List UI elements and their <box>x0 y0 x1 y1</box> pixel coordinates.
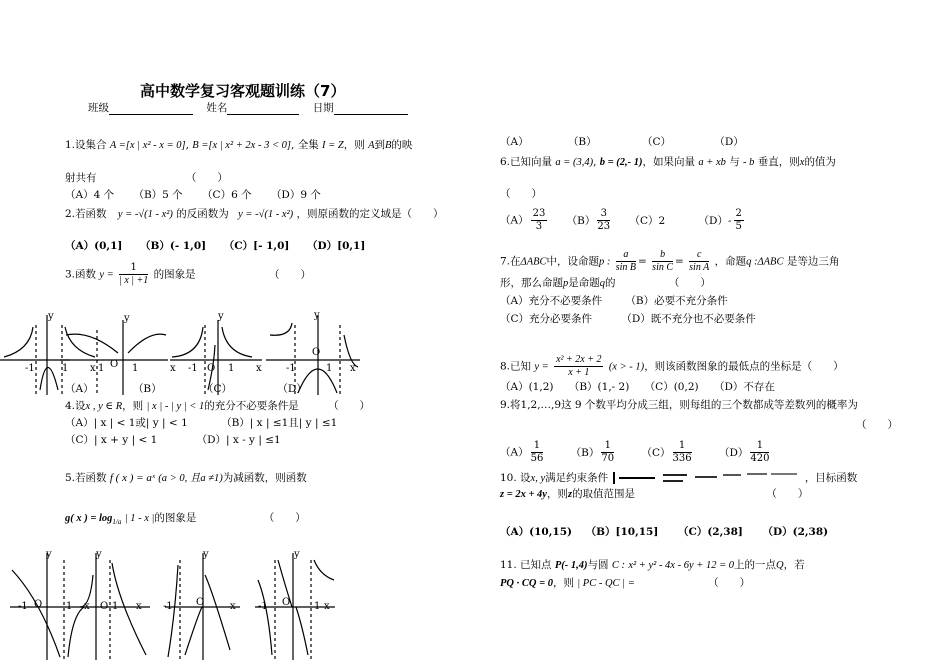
q6-paren: （ ） <box>500 188 542 200</box>
q2-text-c: ，则原函数的定义域是（ ） <box>296 208 444 220</box>
q5-text: 5.若函数 <box>65 472 107 484</box>
q11-circle: C : <box>611 560 626 571</box>
q6-text-c: 与 <box>729 156 740 168</box>
q6-option-b: （B） <box>566 214 596 227</box>
g5d-y-label: y <box>294 549 300 560</box>
q7-text-f: 的 <box>605 277 616 289</box>
q2-func: y = -√(1 - x²) <box>117 209 173 220</box>
class-blank <box>109 103 193 115</box>
header-info <box>88 101 408 115</box>
q1-set-a: A =[x | x² - x = 0] <box>109 140 186 151</box>
q1-line2 <box>65 171 228 185</box>
q9-option-b: （B） <box>570 446 600 459</box>
q6-b-frac <box>597 208 610 233</box>
q11-text-e: ，则 <box>552 577 574 589</box>
q8-den: x + 1 <box>568 367 590 378</box>
g3a-x-label: x <box>90 363 96 374</box>
q2-options <box>65 239 365 253</box>
q7-options-ab <box>500 294 728 308</box>
q10-constraints-graphic <box>611 470 801 486</box>
q10-option-a: （A）(10,15) <box>500 526 572 538</box>
g5a-pos1: 1 <box>66 601 73 612</box>
q4-vars: x , y ∈ R <box>85 401 123 412</box>
g5d-pos1: 1 <box>314 601 321 612</box>
q10-z: z <box>567 489 573 500</box>
q6-b-num: 3 <box>597 208 610 221</box>
q9-d-frac <box>750 440 769 465</box>
q4-text: 4.设 <box>65 400 86 412</box>
q7-paren: （ ） <box>668 277 711 289</box>
g3b-x-label: x <box>170 363 176 374</box>
g5d-origin: O <box>282 597 291 608</box>
q11-line1 <box>500 558 805 573</box>
g3d-pos1: 1 <box>326 363 333 374</box>
g5c-x-label: x <box>230 601 236 612</box>
q10-text-c: ，目标函数 <box>804 472 858 484</box>
q5-option-labels <box>20 612 49 626</box>
g3c-pos1: 1 <box>228 363 235 374</box>
q5-cond: (a > 0, 且a ≠1) <box>158 473 223 484</box>
q9-option-d: （D） <box>718 446 749 459</box>
q10-text-b: 满足约束条件 <box>545 472 609 484</box>
q9-b-num: 1 <box>601 440 614 453</box>
g5a-neg1: -1 <box>18 601 28 612</box>
g5b-x-label: x <box>136 601 142 612</box>
q1-options <box>65 188 321 202</box>
q4-line <box>65 399 370 414</box>
q1-text: 1.设集合 <box>65 139 107 151</box>
g5a-origin: O <box>34 599 43 610</box>
q11-equation: x² + y² - 4x - 6y + 12 = 0 <box>628 560 735 571</box>
q10-objective: z = 2x + 4y <box>500 489 547 500</box>
q11-point-p: P(- 1,4) <box>554 560 588 571</box>
q8-frac <box>554 354 603 379</box>
q4-expr: | x | - | y | < 1 <box>146 401 205 412</box>
name-blank <box>227 103 299 115</box>
g3a-neg1: -1 <box>25 363 35 374</box>
g3b-y-label: y <box>124 313 130 324</box>
q3-text: 3.函数 <box>65 268 97 281</box>
q1-text-b: , 全集 <box>291 139 319 151</box>
q3-paren: （ ） <box>268 268 311 281</box>
q2-option-d: （D）[0,1] <box>307 240 366 252</box>
q2-option-b: （B）(- 1,0] <box>140 240 207 252</box>
q2-option-c: （C）[- 1,0] <box>223 240 290 252</box>
q7-options-cd <box>500 312 756 326</box>
q7-f1-num: a <box>616 249 636 262</box>
q4-option-b: （B）| x | ≤1且| y | ≤1 <box>221 417 338 429</box>
q9-a-frac <box>531 440 544 465</box>
q8-options <box>500 380 775 394</box>
q1-line1: 1.设集合 A =[x | x² - x = 0], B =[x | x² + 2x - 3 < 0], 全集 I = Z，则 A到B的映 <box>65 139 413 151</box>
g3c-neg1: -1 <box>188 363 198 374</box>
q7-option-b: （B）必要不充分条件 <box>625 295 728 307</box>
q11-text-d: ，若 <box>783 559 805 571</box>
q4-text-c: 的充分不必要条件是 <box>204 400 299 412</box>
q9-c-den: 336 <box>672 453 692 464</box>
q4-options-ab <box>65 416 337 430</box>
q3-line <box>65 262 311 287</box>
page-title: 高中数学复习客观题训练（7） <box>140 82 346 100</box>
q7-p: p : <box>599 256 611 268</box>
q10-text-d: ，则 <box>546 488 568 500</box>
q10-text-e: 的取值范围是 <box>572 488 636 500</box>
q8-y: y = <box>534 361 549 373</box>
top-option-c: （C） <box>642 136 672 148</box>
q7-frac2 <box>652 249 673 274</box>
q7-q: q : <box>746 256 758 268</box>
q6-expr1: a + xb <box>698 157 726 168</box>
q8-num: x² + 2x + 2 <box>556 354 602 365</box>
q4-paren: （ ） <box>328 400 371 412</box>
q7-f3-den: sin A <box>689 262 710 273</box>
q1-b2: B <box>384 140 392 151</box>
q7-line2-text: 形，那么命题 <box>500 277 563 289</box>
q1-line2-text: 射共有 <box>65 172 97 184</box>
q3-label-a: （A） <box>65 383 94 395</box>
class-label: 班级 <box>88 102 109 114</box>
q11-text-b: 与圆 <box>587 559 609 571</box>
top-option-a: （A） <box>500 136 529 148</box>
q7-triangle: ΔABC <box>520 256 547 268</box>
g5c-neg1: -1 <box>163 601 173 612</box>
q7-line1: 7.在ΔABC中，设命题p : $\frac{a}{\text{sin B}}$ = $\frac{b}{\text{sin C}}$ = $\frac{c}{\text{sin A}}$ ，命题q :ΔABC 是等边三角 <box>500 249 840 273</box>
q6-line1: 6.已知向量 a = (3,4), b = (2,- 1)，如果向量 a + xb 与 - b 垂直，则x的值为 <box>500 156 836 168</box>
q5-line1 <box>65 471 307 486</box>
q3-den: | x | +1 <box>119 275 149 286</box>
q9-paren-line <box>856 418 898 432</box>
g3b-pos1b: 1 <box>132 363 139 374</box>
q11-expression: | PC - QC | = <box>577 578 635 589</box>
q8-option-a: （A）(1,2) <box>500 381 554 393</box>
q11-condition: PQ · CQ = 0 <box>500 578 553 589</box>
q6-text-d: 垂直，则 <box>757 156 800 168</box>
g5a-x-label: x <box>84 601 90 612</box>
q3-text-b: 的图象是 <box>153 268 196 281</box>
q1-option-b: （B）5 个 <box>133 189 183 201</box>
q11-line2 <box>500 576 750 591</box>
q7-q2: q <box>599 278 605 289</box>
q4-option-a: （A）| x | < 1或| y | < 1 <box>65 417 188 429</box>
q6-text-b: ，如果向量 <box>642 156 696 168</box>
q5-line2 <box>65 511 306 529</box>
g5c-origin: O <box>196 597 205 608</box>
g5d-x-label: x <box>324 601 330 612</box>
q2-inverse: y = -√(1 - x²) <box>238 209 294 220</box>
q5-func: f ( x ) = aˣ <box>109 472 155 484</box>
q3-label-d: （D） <box>277 383 307 395</box>
q5-right-options <box>500 135 744 149</box>
q7-option-c: （C）充分必要条件 <box>500 313 593 325</box>
q9-c-frac <box>673 440 692 465</box>
q6-vec-b: b = (2,- 1) <box>599 157 643 168</box>
q10-text: 10. 设 <box>500 472 531 484</box>
q9-paren: （ ） <box>856 419 898 431</box>
q6-d-frac <box>734 208 744 233</box>
q10-option-b: （B）[10,15] <box>585 526 659 538</box>
q7-text-b: 中，设命题 <box>546 255 600 268</box>
g5c-y-label: y <box>203 549 209 560</box>
q6-a-frac <box>531 208 548 233</box>
q1-a2: A <box>368 140 375 151</box>
q5-paren: （ ） <box>263 512 306 524</box>
q4-text-b: ，则 <box>122 400 144 412</box>
g5b-pos1: 1 <box>112 601 119 612</box>
date-blank <box>334 103 408 115</box>
q3-y: y = <box>99 269 114 281</box>
q2-text-b: 的反函数为 <box>176 208 229 220</box>
q9-b-frac <box>601 440 614 465</box>
q1-text-d: 到 <box>374 139 385 151</box>
q1-option-a: （A）4 个 <box>65 189 115 201</box>
q5-graphs <box>0 545 345 665</box>
g3d-origin: O <box>312 347 321 358</box>
q8-cond: (x > - 1) <box>608 361 645 373</box>
q9-a-num: 1 <box>531 440 544 453</box>
q7-p2: p <box>563 278 569 289</box>
q7-text-e: 是命题 <box>568 277 600 289</box>
g3b-pos1: 1 <box>98 363 105 374</box>
q7-f1-den: sin B <box>615 262 637 273</box>
g3d-y-label: y <box>314 310 320 321</box>
q4-option-c: （C）| x + y | < 1 <box>65 434 158 446</box>
g5b-origin: O <box>100 601 109 612</box>
q6-d-num: 2 <box>735 208 742 219</box>
q5-g: g( x ) = log <box>65 513 113 524</box>
q11-paren: （ ） <box>708 577 751 589</box>
q10-line1 <box>500 470 857 486</box>
q6-expr2: - b <box>743 157 755 168</box>
q2-text: 2.若函数 <box>65 208 107 220</box>
q3-option-labels <box>65 382 307 396</box>
q9-options <box>500 440 771 465</box>
q6-text-e: 的值为 <box>804 156 836 168</box>
name-label: 姓名 <box>206 102 228 114</box>
g5d-neg1: -1 <box>258 601 268 612</box>
q1-text-e: 的映 <box>391 139 413 151</box>
q6-a-num: 23 <box>532 208 546 219</box>
g3b-origin: O <box>110 359 119 370</box>
q7-option-a: （A）充分不必要条件 <box>500 295 603 307</box>
q7-text-c: ，命题 <box>714 255 747 268</box>
q2-line1 <box>65 207 444 222</box>
q1-paren: （ ） <box>185 172 228 184</box>
q9-b-den: 70 <box>601 453 615 464</box>
q7-f3-num: c <box>689 249 709 262</box>
q7-f2-den: sin C <box>652 262 674 273</box>
q11-text-c: 上的一点 <box>734 559 777 571</box>
q3-label-b: （B） <box>132 383 162 395</box>
g3a-y-label: y <box>48 311 54 322</box>
q1-text-c: ，则 <box>343 139 365 151</box>
q6-paren-line <box>500 187 542 201</box>
q10-options <box>500 525 828 539</box>
q8-option-b: （B）(1,- 2) <box>568 381 630 393</box>
date-label: 日期 <box>312 102 334 114</box>
q9-option-c: （C） <box>641 446 671 459</box>
q7-option-d: （D）既不充分也不必要条件 <box>621 313 756 325</box>
q6-option-a: （A） <box>500 214 529 227</box>
q9-line1 <box>500 398 858 412</box>
g3c-origin: O <box>207 363 216 374</box>
q9-d-den: 420 <box>750 453 770 464</box>
q3-label-c: （C） <box>203 383 233 395</box>
q8-text-b: ，则该函数图象的最低点的坐标是（ ） <box>644 360 844 373</box>
q6-a-den: 3 <box>535 221 543 232</box>
q5-text-c: 的图象是 <box>154 512 197 524</box>
q10-option-c: （C）(2,38] <box>677 526 743 538</box>
g3c-x-label: x <box>256 363 262 374</box>
q8-option-d: （D）不存在 <box>713 381 775 393</box>
q10-option-d: （D）(2,38) <box>762 526 829 538</box>
q4-option-d: （D）| x - y | ≤1 <box>196 434 281 446</box>
q10-xy: x, y <box>530 473 546 484</box>
q8-text: 8.已知 <box>500 360 532 373</box>
q9-option-a: （A） <box>500 446 529 459</box>
q6-option-c: （C）2 <box>629 214 666 227</box>
q1-set-b: B =[x | x² + 2x - 3 < 0] <box>192 140 292 151</box>
top-option-d: （D） <box>714 136 744 148</box>
q10-line2 <box>500 487 808 502</box>
q9-d-num: 1 <box>750 440 769 453</box>
g5b-y-label: y <box>96 549 102 560</box>
q6-d-den: 5 <box>735 221 742 232</box>
q8-option-c: （C）(0,2) <box>644 381 699 393</box>
g3d-x-label: x <box>350 363 356 374</box>
q1-set-i: I = Z <box>322 140 344 151</box>
q7-text-d: 是等边三角 <box>786 255 840 268</box>
q11-text: 11. 已知点 <box>500 559 552 571</box>
q1-option-d: （D）9 个 <box>270 189 321 201</box>
q7-frac3 <box>689 249 709 274</box>
q9-c-num: 1 <box>673 440 692 453</box>
q6-vec-a: a = (3,4) <box>555 157 594 168</box>
q3-fraction <box>119 262 148 287</box>
q4-options-cd <box>65 433 281 447</box>
top-option-b: （B） <box>567 136 597 148</box>
q7-frac1 <box>616 249 636 274</box>
q7-f2-num: b <box>652 249 673 262</box>
q9-text: 9.将1,2,…,9这 9 个数平均分成三组，则每组的三个数都成等差数列的概率为 <box>500 399 858 411</box>
q5-g-base: 1/a <box>112 518 122 527</box>
q11-q: Q <box>776 560 784 571</box>
q10-paren: （ ） <box>766 488 809 500</box>
g3a-pos1: 1 <box>62 363 69 374</box>
q9-a-den: 56 <box>530 453 544 464</box>
q6-options <box>500 208 746 233</box>
q7-triangle2: ΔABC <box>757 256 784 268</box>
q2-option-a: （A）(0,1] <box>65 240 123 252</box>
q5-g-arg: | 1 - x | <box>124 513 155 524</box>
q6-text: 6.已知向量 <box>500 156 553 168</box>
q6-option-d: （D）- <box>698 214 732 227</box>
q6-b-den: 23 <box>597 221 611 232</box>
q8-line1 <box>500 354 844 379</box>
q3-num: 1 <box>119 262 148 275</box>
g3d-neg1: -1 <box>286 363 296 374</box>
q5-text-b: 为减函数，则函数 <box>222 472 307 484</box>
q6-x: x <box>799 157 805 168</box>
g5a-y-label: y <box>46 549 52 560</box>
q1-option-c: （C）6 个 <box>202 189 252 201</box>
q7-line2 <box>500 276 711 291</box>
g3c-y-label: y <box>218 311 224 322</box>
q7-text: 7.在 <box>500 255 521 268</box>
